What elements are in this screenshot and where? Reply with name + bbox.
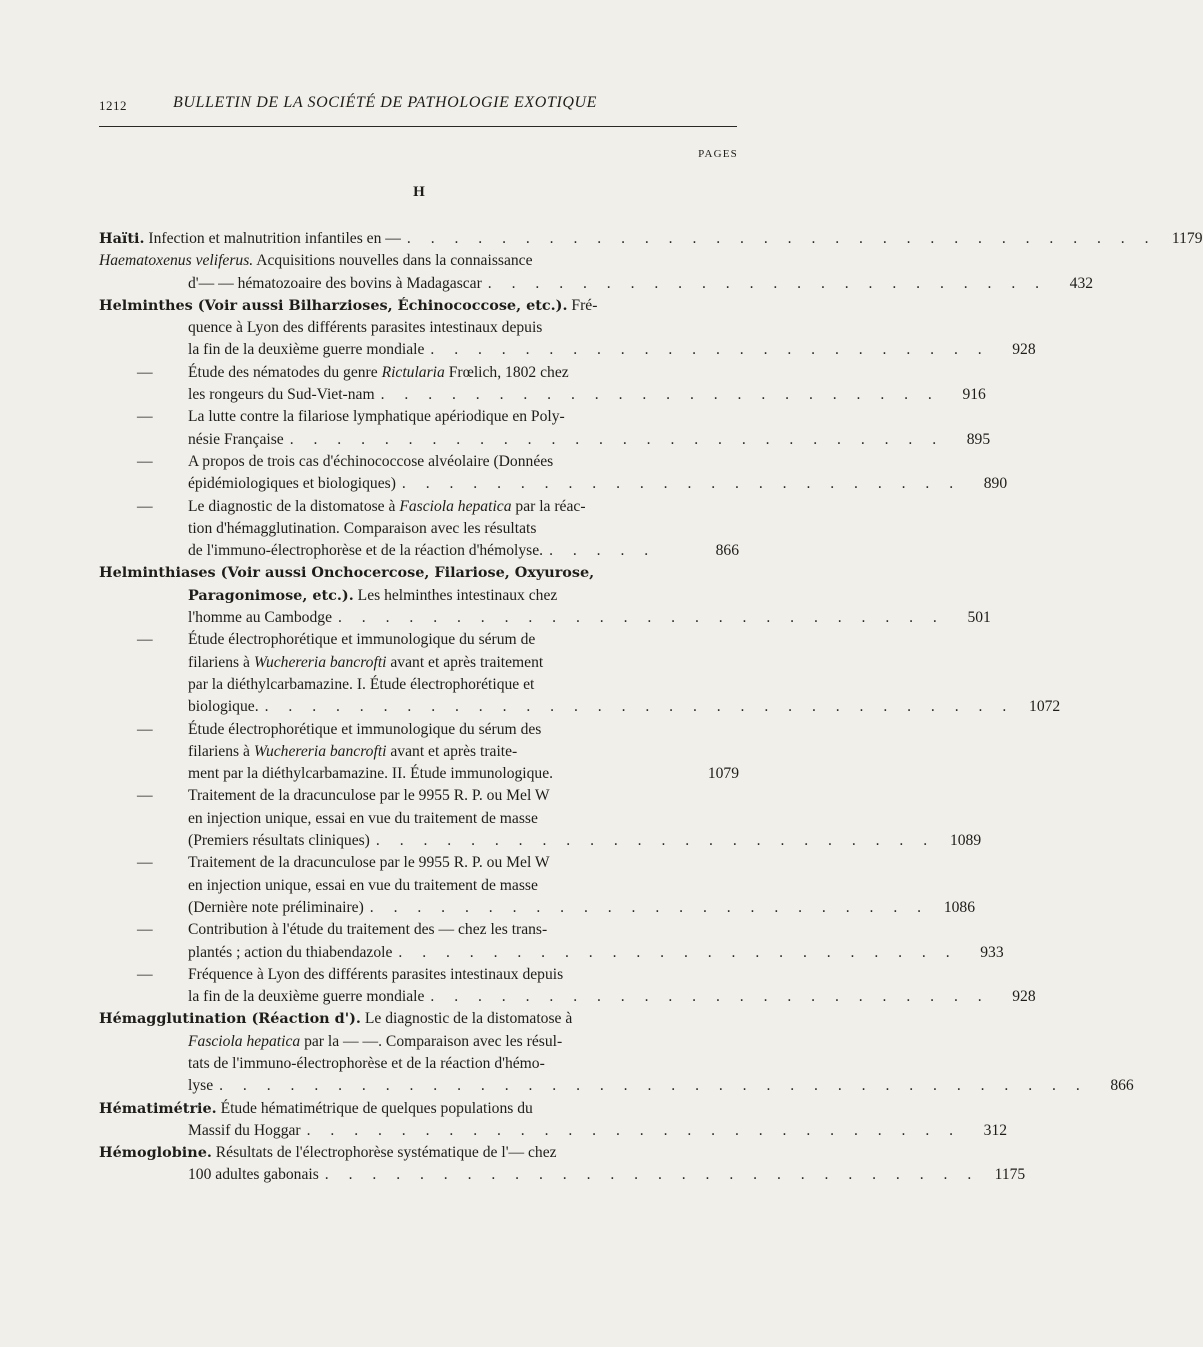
- entry-text: Fré-: [571, 296, 598, 314]
- leader-dots: . . . . . . . . . . . . . . . . . . . . . . . . . . . .: [306, 1121, 962, 1139]
- entry-text: Acquisitions nouvelles dans la connaissance: [256, 252, 533, 270]
- repeat-dash: —: [137, 720, 153, 738]
- index-entry: [99, 1142, 1026, 1187]
- entry-text: la fin de la deuxième guerre mondiale: [188, 341, 425, 359]
- index-entry: [99, 295, 1036, 362]
- index-entry: [99, 250, 1094, 295]
- index-entry: [99, 919, 1004, 964]
- page-ref: 432: [1069, 274, 1094, 292]
- entry-text: lyse: [188, 1077, 214, 1095]
- entry-text: plantés ; action du thiabendazole: [188, 943, 393, 961]
- entry-text: en injection unique, essai en vue du traitement de masse: [188, 876, 538, 894]
- index-list: [99, 228, 1203, 1187]
- page-ref: 916: [962, 386, 986, 404]
- leader-dots: . . . . . . . . . . . . . . . . . . . . . . . .: [375, 832, 936, 850]
- entry-text: tion d'hémagglutination. Comparaison avec les résultats: [188, 519, 537, 537]
- page-ref: 1089: [949, 832, 982, 850]
- entry-text: 100 adultes gabonais: [188, 1166, 319, 1184]
- page-ref: 928: [1012, 341, 1036, 359]
- page-ref: 1079: [707, 765, 739, 783]
- page-number: 1212: [99, 98, 127, 113]
- entry-keyword: Hémagglutination (Réaction d').: [99, 1010, 361, 1028]
- repeat-dash: —: [137, 921, 153, 939]
- repeat-dash: —: [137, 497, 153, 515]
- entry-text: d'— — hématozoaire des bovins à Madagascar: [188, 274, 482, 292]
- page-ref: 933: [980, 943, 1004, 961]
- repeat-dash: —: [137, 787, 153, 805]
- section-letter: H: [413, 184, 425, 200]
- entry-text: Les helminthes intestinaux chez: [357, 586, 558, 604]
- entry-keyword: Hématimétrie.: [99, 1099, 217, 1117]
- entry-text: par la diéthylcarbamazine. I. Étude électrophorétique et: [188, 675, 535, 693]
- entry-keyword: Helminthes (Voir aussi Bilharzioses, Échinococcose, etc.).: [99, 296, 568, 314]
- index-entry: [99, 785, 982, 852]
- entry-text: Fréquence à Lyon des différents parasites intestinaux depuis: [188, 965, 564, 983]
- entry-text: (Dernière note préliminaire): [188, 898, 364, 916]
- index-entry: — Étude des nématodes du genre Rictularia Frœlich, 1802 chez les rongeurs du Sud-Viet-nam . . . . . . . . . . . . . . . . . . . . . . . . 916: [99, 362, 739, 407]
- leader-dots: . . . . . . . . . . . . . . . . . . . . . . . . . .: [338, 609, 945, 627]
- page-ref: 312: [983, 1121, 1008, 1139]
- leader-dots: [553, 763, 693, 785]
- entry-text: les rongeurs du Sud-Viet-nam: [188, 386, 375, 404]
- leader-dots: . . . . . . . . . . . . . . . . . . . . . . . .: [380, 386, 940, 404]
- leader-dots: . . . . . . . . . . . . . . . . . . . . . . . . . . . .: [289, 430, 945, 448]
- leader-dots: . . . . . . . . . . . . . . . . . . . . . . . .: [430, 341, 990, 359]
- entry-keyword: Hémoglobine.: [99, 1144, 212, 1162]
- entry-text: Traitement de la dracunculose par le 9955 R. P. ou Mel W: [188, 854, 550, 872]
- entry-text: La lutte contre la filariose lymphatique apériodique en Poly-: [188, 408, 565, 426]
- leader-dots: . . . . . . . . . . . . . . . . . . . . . . . .: [369, 898, 930, 916]
- leader-dots: . . . . . . . . . . . . . . . . . . . . . . . . . . . . . . . .: [406, 230, 1157, 247]
- pages-column-label: PAGES: [698, 148, 738, 160]
- page-ref: 501: [967, 609, 991, 627]
- entry-text: Traitement de la dracunculose par le 9955 R. P. ou Mel W: [188, 787, 550, 805]
- leader-dots: . . . . . . . . . . . . . . . . . . . . . . . . . . . .: [324, 1166, 980, 1184]
- leader-dots: . . . . . . . . . . . . . . . . . . . . . . . .: [398, 943, 958, 961]
- repeat-dash: —: [137, 363, 153, 381]
- index-entry: — Étude électrophorétique et immunologique du sérum des filariens à Wuchereria bancrofti avant et après traite- ment par la diéthylcarbamazine. II. Étude immunologique. 1079: [99, 719, 739, 786]
- leader-dots: . . . . . . . . . . . . . . . . . . . . . . . .: [487, 274, 1048, 292]
- entry-text: (Premiers résultats cliniques): [188, 832, 370, 850]
- page-ref: 895: [966, 430, 991, 448]
- page-ref: 866: [715, 542, 739, 560]
- page-ref: 1179: [1171, 230, 1203, 247]
- entry-text: Résultats de l'électrophorèse systématique de l'— chez: [215, 1144, 557, 1162]
- leader-dots: . . . . . . . . . . . . . . . . . . . . . . . . . . . . . . . . . . . . .: [219, 1077, 1088, 1095]
- entry-keyword: Helminthiases (Voir aussi Onchocercose, Filariose, Oxyurose,: [99, 564, 595, 582]
- page-ref: 1175: [994, 1166, 1026, 1184]
- entry-keyword: Haïti.: [99, 230, 145, 247]
- repeat-dash: —: [137, 408, 153, 426]
- index-entry: [99, 562, 991, 629]
- entry-text: Étude électrophorétique et immunologique du sérum de: [188, 631, 536, 649]
- repeat-dash: —: [137, 854, 153, 872]
- entry-text: Infection et malnutrition infantiles en —: [148, 230, 401, 247]
- page-ref: 1086: [943, 898, 976, 916]
- entry-text: Contribution à l'étude du traitement des — chez les trans-: [188, 921, 548, 939]
- repeat-dash: —: [137, 452, 153, 470]
- entry-text: ment par la diéthylcarbamazine. II. Étude immunologique.: [188, 765, 554, 783]
- index-entry: [99, 964, 1036, 1009]
- header-rule: [99, 126, 737, 127]
- page-ref: 1072: [1029, 698, 1061, 716]
- entry-text: Étude hématimétrique de quelques populations du: [220, 1099, 533, 1117]
- repeat-dash: —: [137, 965, 153, 983]
- index-entry: [99, 451, 1008, 496]
- index-entry: [99, 1098, 1008, 1143]
- entry-text: Étude électrophorétique et immunologique du sérum des: [188, 720, 542, 738]
- entry-keyword: Haematoxenus veliferus.: [99, 252, 254, 270]
- leader-dots: . . . . . . . . . . . . . . . . . . . . . . . .: [401, 475, 962, 493]
- leader-dots: . . . . .: [549, 542, 657, 560]
- page-ref: 866: [1110, 1077, 1134, 1095]
- entry-text: la fin de la deuxième guerre mondiale: [188, 988, 425, 1006]
- index-entry: — Le diagnostic de la distomatose à Fasciola hepatica par la réac- tion d'hémagglutination. Comparaison avec les résultats de l'immuno-électrophorèse et de la réaction d'hémolyse. . . . . . 866: [99, 496, 739, 563]
- index-entry: [99, 228, 1203, 250]
- entry-text: Le diagnostic de la distomatose à: [364, 1010, 573, 1028]
- index-entry: — Étude électrophorétique et immunologique du sérum de filariens à Wuchereria bancrofti avant et après traitement par la diéthylcarbamazine. I. Étude électrophorétique et biologique. . . . . . . . . . . . . . . . . . . . . . . . . . . . . . . . . 1072: [99, 629, 739, 718]
- entry-text: tats de l'immuno-électrophorèse et de la réaction d'hémo-: [188, 1054, 545, 1072]
- page-ref: 928: [1012, 988, 1036, 1006]
- entry-text: l'homme au Cambodge: [188, 609, 332, 627]
- page-header: [99, 94, 737, 118]
- entry-text: A propos de trois cas d'échinococcose alvéolaire (Données: [188, 452, 554, 470]
- running-title: BULLETIN DE LA SOCIÉTÉ DE PATHOLOGIE EXOTIQUE: [173, 94, 598, 111]
- entry-text: de l'immuno-électrophorèse et de la réaction d'hémolyse.: [188, 542, 544, 560]
- leader-dots: . . . . . . . . . . . . . . . . . . . . . . . . . . . . . . . .: [264, 698, 1015, 716]
- page-ref: 890: [983, 475, 1008, 493]
- index-entry: [99, 406, 991, 451]
- index-entry: Hémagglutination (Réaction d'). Le diagnostic de la distomatose à Fasciola hepatica par la — —. Comparaison avec les résul- tats de l'immuno-électrophorèse et de la réaction d'hémo- lyse . . . . . . . . . . . . . . . . . . . . . . . . . . . . . . . . . . . . . 866: [99, 1008, 739, 1097]
- entry-text: nésie Française: [188, 430, 284, 448]
- repeat-dash: —: [137, 631, 153, 649]
- leader-dots: . . . . . . . . . . . . . . . . . . . . . . . .: [430, 988, 990, 1006]
- entry-text: biologique.: [188, 698, 259, 716]
- entry-text: en injection unique, essai en vue du traitement de masse: [188, 809, 538, 827]
- entry-text: épidémiologiques et biologiques): [188, 475, 396, 493]
- entry-text: quence à Lyon des différents parasites intestinaux depuis: [188, 319, 543, 337]
- index-entry: [99, 852, 976, 919]
- entry-text: Massif du Hoggar: [188, 1121, 301, 1139]
- entry-keyword: Paragonimose, etc.).: [188, 586, 354, 604]
